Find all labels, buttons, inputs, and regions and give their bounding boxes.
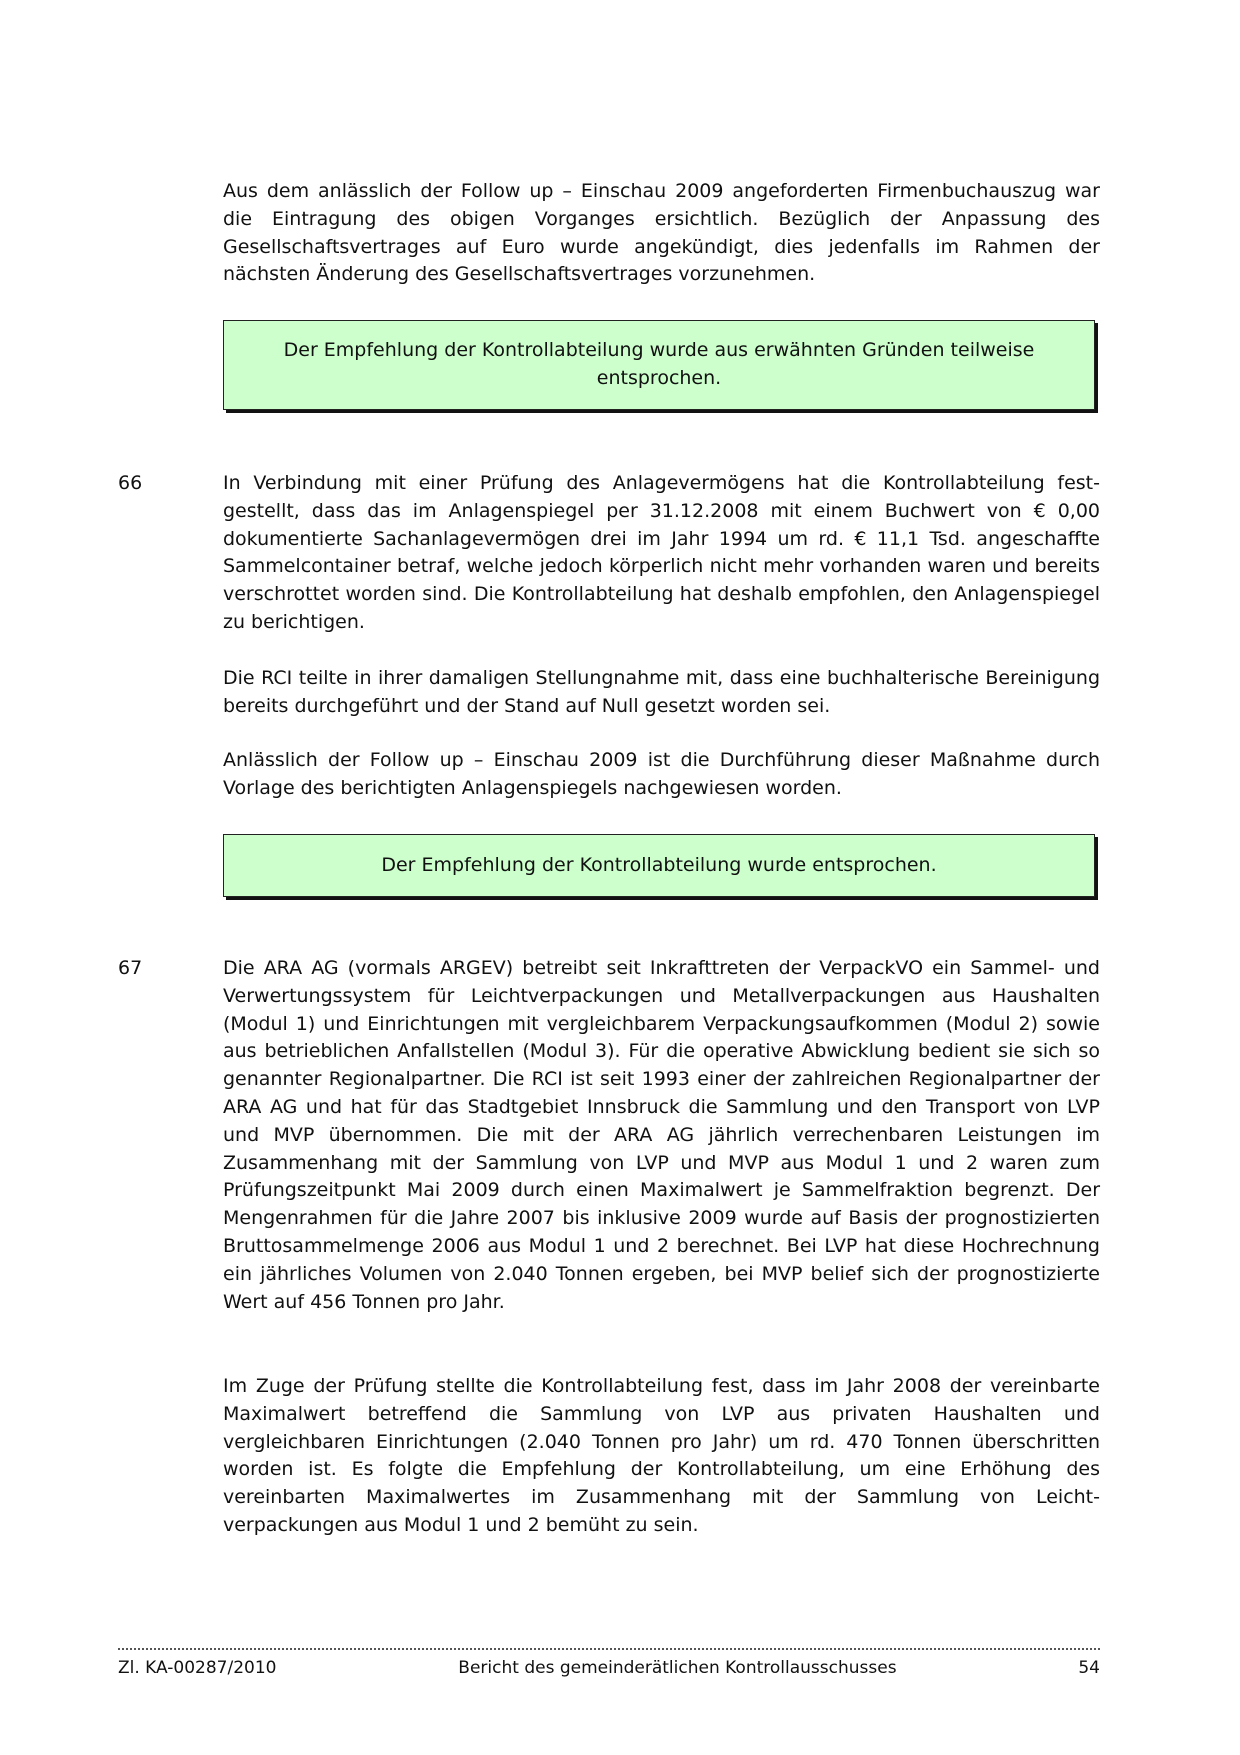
section-number-66: 66 [118, 472, 143, 494]
result-box-fulfilled [223, 834, 1095, 897]
paragraph-intro: Aus dem anlässlich der Follow up – Einschau 2009 angeforderten Firmenbuchauszug war die Eintragung des obigen Vorganges ersichtlich. Bezüglich der Anpassung des Gesellschaftsvertrages auf Euro wurde angekündigt, dies jedenfalls im Rahmen der nächsten Änderung des Gesellschaftsvertrages vorzunehmen. [223, 180, 1100, 286]
footer-reference: Zl. KA-00287/2010 [118, 1658, 277, 1678]
paragraph-66-b: Die RCI teilte in ihrer damaligen Stellungnahme mit, dass eine buchhalterische Bereinigung bereits durchgeführt und der Stand auf Null gesetzt worden sei. [223, 667, 1100, 717]
paragraph-67-b: Im Zuge der Prüfung stellte die Kontrollabteilung fest, dass im Jahr 2008 der vereinbarte Maximalwert betreffend die Sammlung von LVP aus privaten Haushalten und vergleichbaren Einrichtungen (2.040 Tonnen pro Jahr) um rd. 470 Tonnen überschritten worden ist. Es folgte die Empfehlung der Kontrollabteilung, um eine Erhöhung des vereinbarten Maximalwertes im Zusammenhang mit der Sammlung von Leichtverpackungen aus Modul 1 und 2 bemüht zu sein. [223, 1375, 1100, 1536]
paragraph-67-a: Die ARA AG (vormals ARGEV) betreibt seit Inkrafttreten der VerpackVO ein Sammel- und Verwertungssystem für Leichtverpackungen und Metallverpackungen aus Haushalten (Modul 1) und Einrichtungen mit vergleichbarem Verpackungsaufkommen (Modul 2) sowie aus betrieblichen Anfallstellen (Modul 3). Für die operative Abwicklung bedient sie sich so genannter Regionalpartner. Die RCI ist seit 1993 einer der zahlreichen Regionalpartner der ARA AG und hat für das Stadtgebiet Innsbruck die Sammlung und den Transport von LVP und MVP übernommen. Die mit der ARA AG jährlich verrechenbaren Leistungen im Zusammenhang mit der Sammlung von LVP und MVP aus Modul 1 und 2 waren zum Prüfungszeitpunkt Mai 2009 durch einen Maximalwert je Sammelfraktion begrenzt. Der Mengenrahmen für die Jahre 2007 bis inklusive 2009 wurde auf Basis der prognostizierten Bruttosammelmenge 2006 aus Modul 1 und 2 berechnet. Bei LVP hat diese Hochrechnung ein jährliches Volumen von 2.040 Tonnen ergeben, bei MVP belief sich der prognostizierte Wert auf 456 Tonnen pro Jahr. [223, 957, 1100, 1313]
page-number: 54 [1078, 1658, 1100, 1678]
result-box-partial [223, 320, 1095, 410]
section-number-67: 67 [118, 957, 143, 979]
paragraph-66-c: Anlässlich der Follow up – Einschau 2009 ist die Durchführung dieser Maßnahme durch Vorlage des berichtigten Anlagenspiegels nachgewiesen worden. [223, 749, 1100, 799]
page-footer [118, 1658, 1100, 1678]
footer-divider [118, 1648, 1100, 1650]
result-text: Der Empfehlung der Kontrollabteilung wurde aus erwähnten Gründen teilweise entsprochen. [283, 339, 1035, 389]
paragraph-66-a: In Verbindung mit einer Prüfung des Anlagevermögens hat die Kontrollabteilung festgestellt, dass das im Anlagenspiegel per 31.12.2008 mit einem Buchwert von € 0,00 dokumentierte Sachanlagevermögen drei im Jahr 1994 um rd. € 11,1 Tsd. angeschaffte Sammelcontainer betraf, welche jedoch körperlich nicht mehr vorhanden waren und bereits verschrottet worden sind. Die Kontrollabteilung hat deshalb empfohlen, den Anlagenspiegel zu berichtigen. [223, 472, 1100, 633]
result-text: Der Empfehlung der Kontrollabteilung wurde entsprochen. [381, 853, 937, 876]
footer-title: Bericht des gemeinderätlichen Kontrollausschusses [458, 1658, 897, 1678]
